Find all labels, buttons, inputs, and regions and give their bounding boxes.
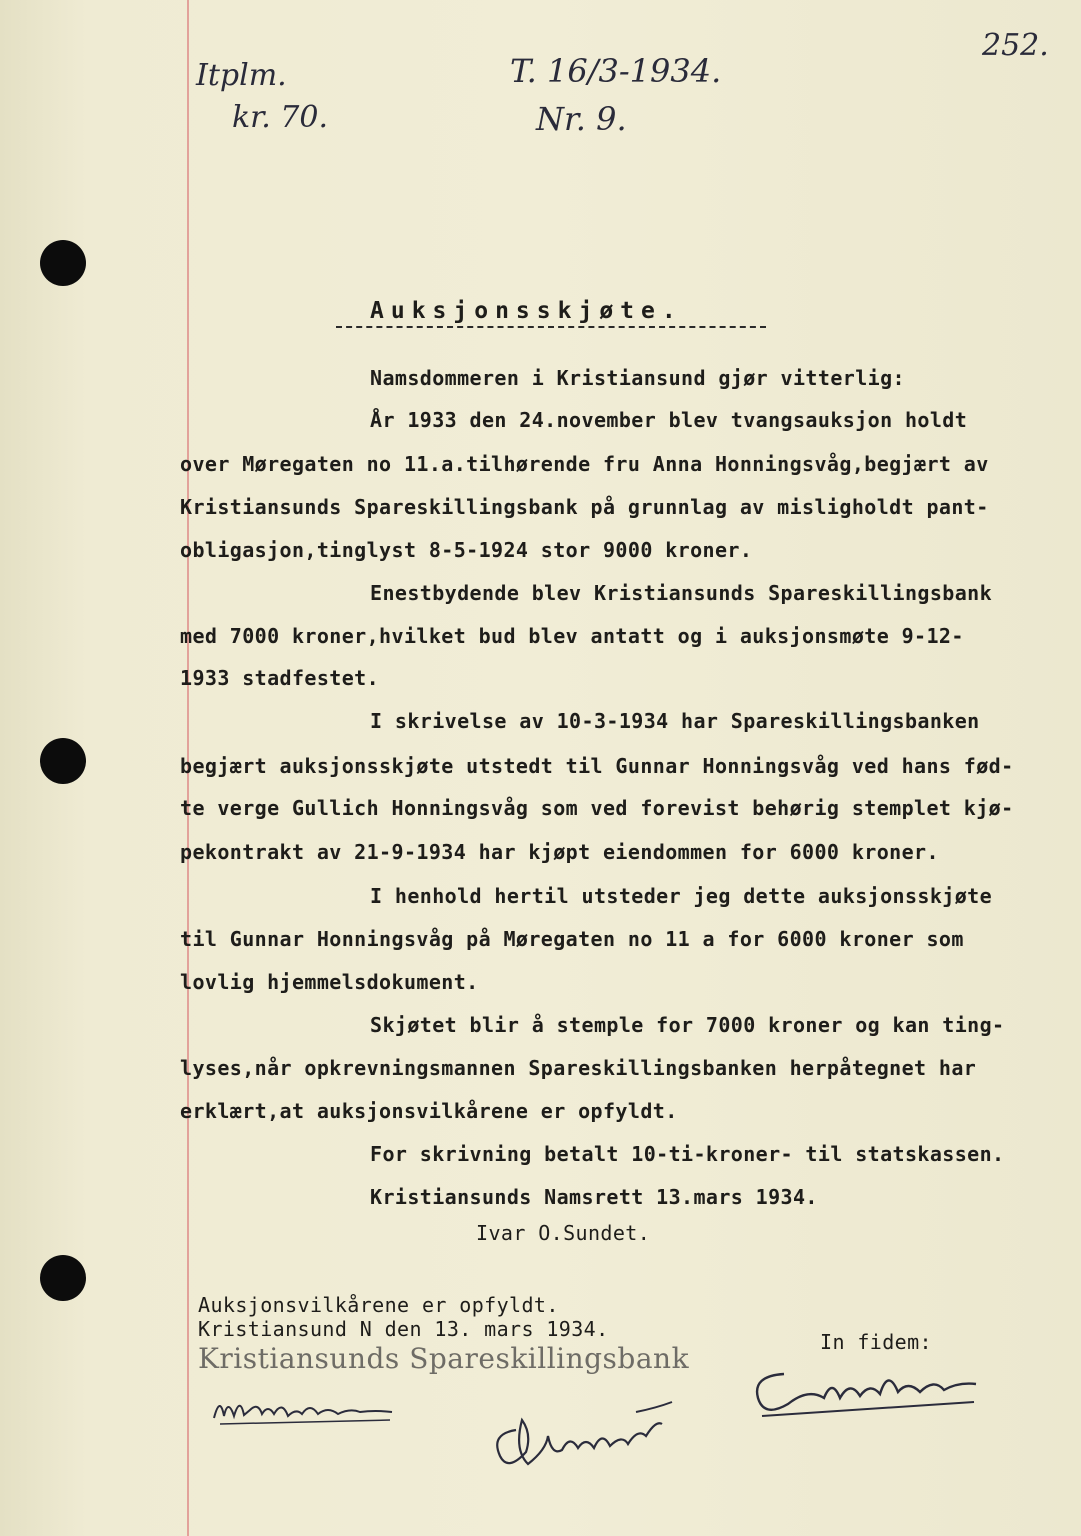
handwritten-signature-left <box>210 1390 400 1430</box>
text-line: Enestbydende blev Kristiansunds Spareskillingsbank <box>370 581 993 605</box>
date-note: T. 16/3-1934. <box>510 52 722 90</box>
margin-note-kr: kr. 70. <box>232 100 329 135</box>
endorsement-line-2: Kristiansund N den 13. mars 1934. <box>198 1317 609 1341</box>
punch-hole <box>40 1255 86 1301</box>
document-title: Auksjonsskjøte. <box>370 298 683 324</box>
punch-hole <box>40 738 86 784</box>
text-line: Kristiansunds Namsrett 13.mars 1934. <box>370 1185 818 1209</box>
text-line: til Gunnar Honningsvåg på Møregaten no 11 a for 6000 kroner som <box>180 927 964 951</box>
handwritten-signature-center <box>486 1390 676 1480</box>
text-line: erklært,at auksjonsvilkårene er opfyldt. <box>180 1099 678 1123</box>
title-underline <box>336 326 766 328</box>
text-line: begjært auksjonsskjøte utstedt til Gunnar Honningsvåg ved hans fød- <box>180 754 1014 778</box>
punch-hole <box>40 240 86 286</box>
text-line: I henhold hertil utsteder jeg dette auksjonsskjøte <box>370 884 993 908</box>
page-number: 252. <box>982 28 1049 63</box>
text-line: Kristiansunds Spareskillingsbank på grunnlag av misligholdt pant- <box>180 495 989 519</box>
text-line: med 7000 kroner,hvilket bud blev antatt og i auksjonsmøte 9-12- <box>180 624 964 648</box>
bank-stamp: Kristiansunds Spareskillingsbank <box>198 1342 690 1375</box>
in-fidem-label: In fidem: <box>820 1330 932 1354</box>
text-line: over Møregaten no 11.a.tilhørende fru Anna Honningsvåg,begjært av <box>180 452 989 476</box>
text-line: I skrivelse av 10-3-1934 har Spareskillingsbanken <box>370 709 980 733</box>
text-line: pekontrakt av 21-9-1934 har kjøpt eiendommen for 6000 kroner. <box>180 840 939 864</box>
text-line: For skrivning betalt 10-ti-kroner- til statskassen. <box>370 1142 1005 1166</box>
text-line: te verge Gullich Honningsvåg som ved forevist behørig stemplet kjø- <box>180 796 1014 820</box>
margin-note-itplm: Itplm. <box>196 58 287 93</box>
number-note: Nr. 9. <box>536 100 627 138</box>
text-line: lovlig hjemmelsdokument. <box>180 970 479 994</box>
text-line: lyses,når opkrevningsmannen Spareskillingsbanken herpåtegnet har <box>180 1056 977 1080</box>
handwritten-signature-right <box>748 1358 984 1428</box>
text-line: 1933 stadfestet. <box>180 666 380 690</box>
text-line: Namsdommeren i Kristiansund gjør vitterlig: <box>370 366 905 390</box>
text-line: obligasjon,tinglyst 8-5-1924 stor 9000 kroner. <box>180 538 753 562</box>
judge-signature-typed: Ivar O.Sundet. <box>476 1221 651 1245</box>
text-line: Skjøtet blir å stemple for 7000 kroner og kan ting- <box>370 1013 1005 1037</box>
endorsement-line-1: Auksjonsvilkårene er opfyldt. <box>198 1293 559 1317</box>
text-line: År 1933 den 24.november blev tvangsauksjon holdt <box>370 408 968 432</box>
